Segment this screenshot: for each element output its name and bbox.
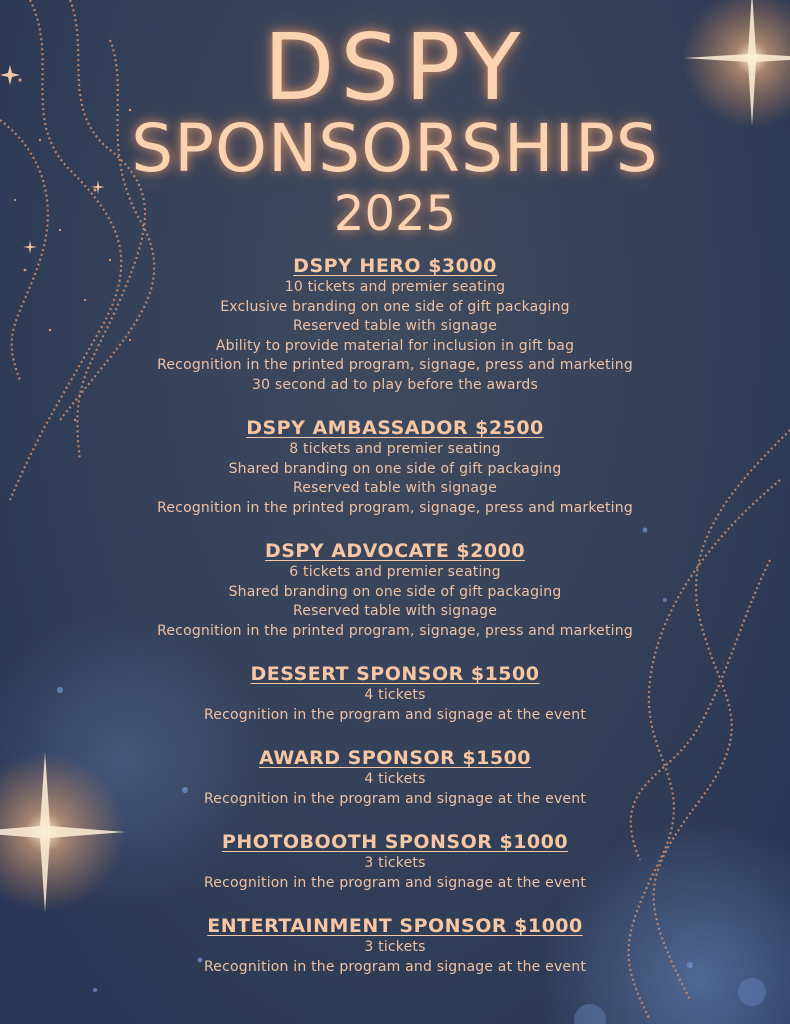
tier-dspy-advocate	[0, 539, 790, 641]
tier-photobooth-sponsor	[0, 830, 790, 893]
benefit-item: Recognition in the program and signage at the event	[203, 958, 587, 975]
tier-title: ENTERTAINMENT SPONSOR $1000	[207, 915, 583, 937]
tier-dessert-sponsor	[0, 662, 790, 725]
tier-dspy-ambassador	[0, 416, 790, 518]
benefit-item: Reserved table with signage	[292, 603, 498, 619]
tier-dspy-hero	[0, 254, 790, 395]
benefit-item: 10 tickets and premier seating	[284, 279, 506, 295]
benefit-item: Shared branding on one side of gift packaging	[228, 583, 562, 600]
benefit-list	[0, 854, 790, 893]
benefit-list	[0, 770, 790, 809]
tier-entertainment-sponsor	[0, 914, 790, 977]
benefit-item: Recognition in the program and signage at the event	[203, 790, 587, 807]
tier-title: DSPY ADVOCATE $2000	[264, 540, 526, 562]
benefit-item: Recognition in the printed program, signage, press and marketing	[157, 499, 633, 516]
tier-title: AWARD SPONSOR $1500	[258, 747, 532, 769]
benefit-list	[0, 278, 790, 395]
benefit-item: Recognition in the printed program, signage, press and marketing	[157, 357, 633, 373]
benefit-list	[0, 938, 790, 977]
benefit-item: 4 tickets	[364, 771, 426, 787]
benefit-item: 30 second ad to play before the awards	[252, 376, 538, 393]
tier-title: DSPY HERO $3000	[293, 255, 497, 277]
benefit-item: Recognition in the program and signage at the event	[203, 874, 587, 891]
benefit-list	[0, 440, 790, 518]
benefit-item: Recognition in the printed program, signage, press and marketing	[157, 622, 633, 639]
benefit-item: Reserved table with signage	[292, 480, 498, 496]
benefit-list	[0, 686, 790, 725]
benefit-item: 8 tickets and premier seating	[289, 441, 501, 457]
tier-title: DSPY AMBASSADOR $2500	[246, 417, 544, 439]
benefit-item: 3 tickets	[364, 855, 426, 871]
benefit-item: Recognition in the program and signage at the event	[203, 706, 587, 723]
benefit-item: Ability to provide material for inclusion in gift bag	[215, 337, 575, 354]
benefit-item: Shared branding on one side of gift packaging	[228, 460, 562, 477]
benefit-item: 6 tickets and premier seating	[289, 564, 501, 580]
tier-title: PHOTOBOOTH SPONSOR $1000	[221, 831, 569, 853]
benefit-item: Reserved table with signage	[292, 318, 498, 334]
tier-award-sponsor	[0, 746, 790, 809]
title-year: 2025	[333, 186, 457, 242]
benefit-item: 4 tickets	[364, 687, 426, 703]
title-sponsorships: SPONSORSHIPS	[131, 110, 659, 187]
tier-title: DESSERT SPONSOR $1500	[250, 663, 540, 685]
benefit-item: Exclusive branding on one side of gift packaging	[220, 298, 570, 315]
title-dspy: DSPY	[263, 14, 527, 121]
benefit-list	[0, 563, 790, 641]
benefit-item: 3 tickets	[364, 939, 426, 955]
